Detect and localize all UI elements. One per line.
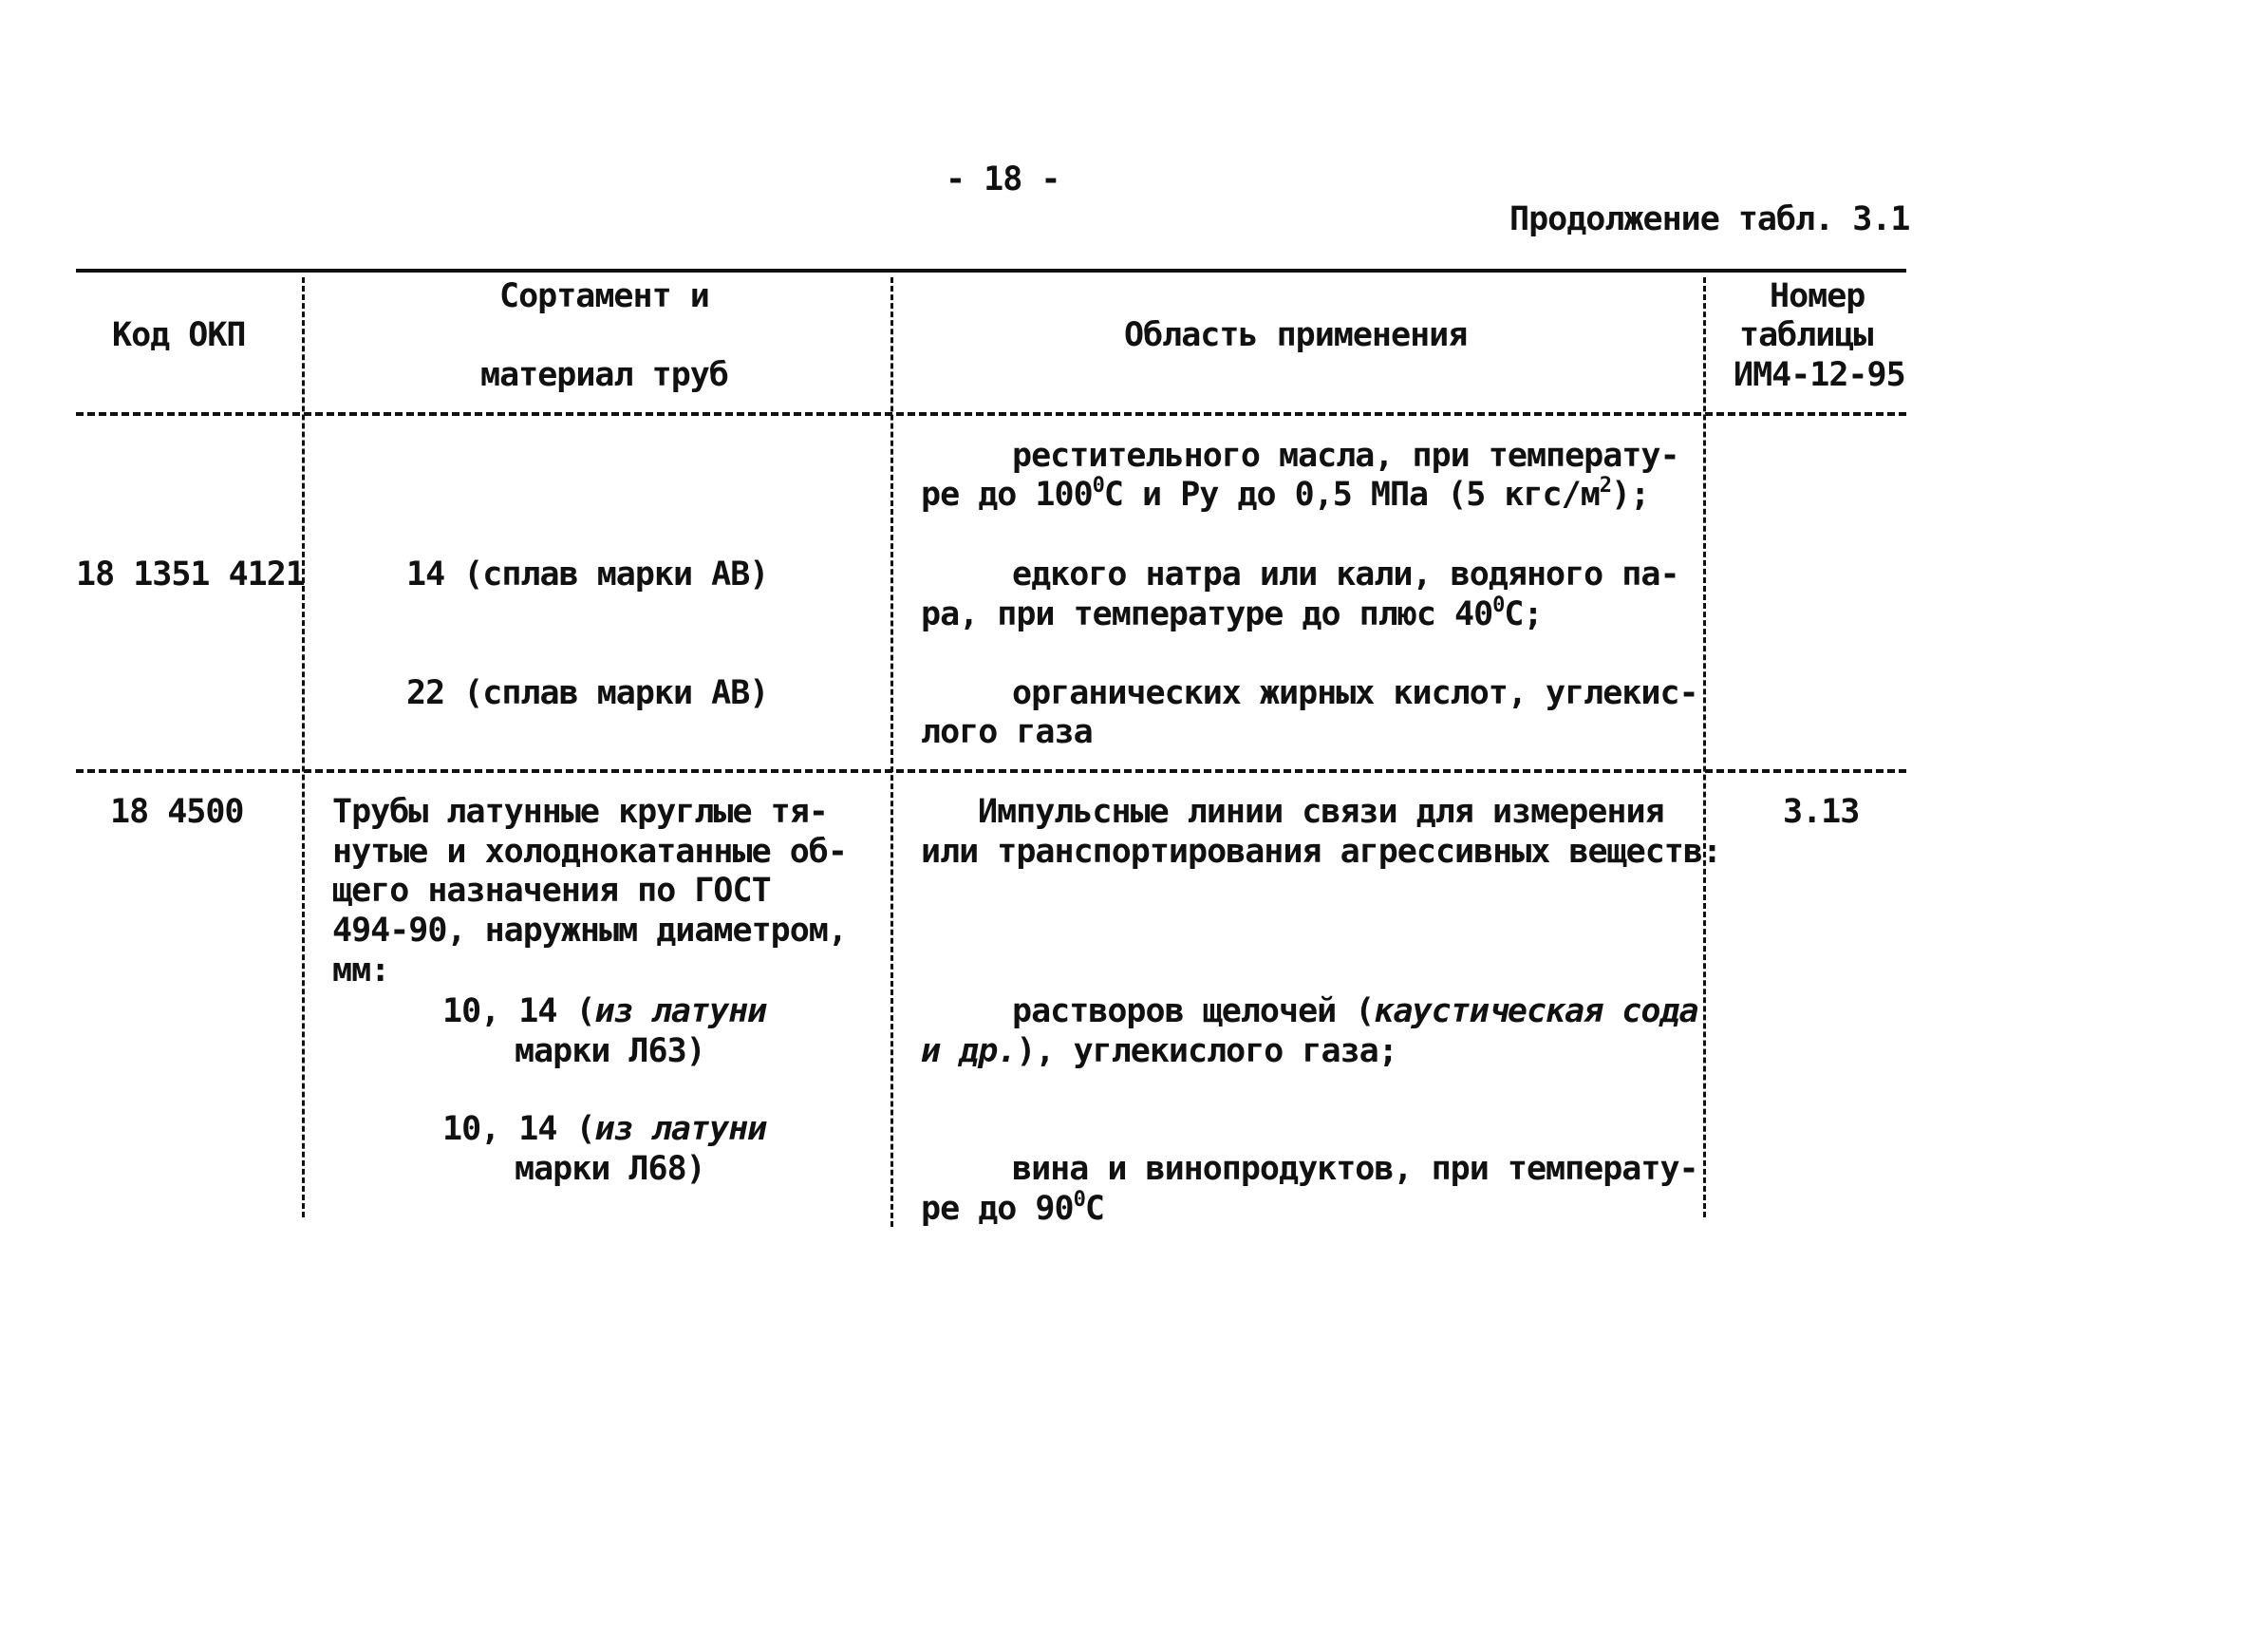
- row2-area-line: или транспортирования агрессивных веществ:: [921, 833, 1722, 871]
- row1-sortament-item: 14 (сплав марки АВ): [406, 556, 769, 593]
- header-okp-code: Код ОКП: [112, 316, 246, 354]
- row2-desc-line: мм:: [332, 951, 390, 989]
- row1-area-line: едкого натра или кали, водяного па-: [1012, 556, 1679, 593]
- row2-area-line: и др.), углекислого газа;: [921, 1032, 1397, 1070]
- header-table-number-line1: Номер: [1770, 277, 1865, 315]
- col-divider-2: [890, 277, 893, 1227]
- header-sortament-line2: материал труб: [480, 356, 728, 394]
- row2-item2-line2: марки Л68): [515, 1150, 705, 1188]
- row1-sortament-item: 22 (сплав марки АВ): [406, 674, 769, 712]
- row1-area-line: ре до $100^0С$ и Ру до 0,5 МПа (5 кгс/$м^2$);: [921, 474, 1650, 514]
- row2-table-number: 3.13: [1783, 793, 1860, 831]
- col-divider-1: [302, 277, 305, 1217]
- row2-desc-line: нутые и холоднокатанные об-: [332, 833, 847, 871]
- row1-okp-code: 18 1351 4121: [76, 556, 305, 593]
- page-number: - 18 -: [946, 160, 1060, 198]
- header-sortament-line1: Сортамент и: [499, 277, 709, 315]
- row2-item1-line1: 10, 14 (из латуни: [442, 992, 767, 1030]
- row2-desc-line: Трубы латунные круглые тя-: [332, 793, 828, 831]
- row2-area-line: вина и винопродуктов, при температу-: [1012, 1150, 1698, 1188]
- header-table-number-line3: ИМ4-12-95: [1734, 356, 1905, 394]
- row1-area-line: органических жирных кислот, углекис-: [1012, 674, 1698, 712]
- row1-area-line: лого газа: [921, 713, 1093, 751]
- table-continuation-caption: Продолжение табл. 3.1: [1509, 200, 1910, 238]
- row2-okp-code: 18 4500: [110, 793, 244, 831]
- header-application-area: Область применения: [1124, 316, 1468, 354]
- row2-desc-line: 494-90, наружным диаметром,: [332, 912, 847, 950]
- row2-area-line: растворов щелочей (каустическая сода: [1012, 992, 1698, 1030]
- row2-area-line: ре до $90^0С$: [921, 1188, 1104, 1228]
- table-top-rule: [76, 269, 1906, 273]
- col-divider-3: [1703, 277, 1706, 1217]
- row2-desc-line: щего назначения по ГОСТ: [332, 872, 771, 910]
- row-separator: [76, 769, 1906, 773]
- row2-item2-line1: 10, 14 (из латуни: [442, 1110, 767, 1148]
- header-table-number-line2: таблицы: [1739, 316, 1873, 354]
- header-bottom-rule: [76, 412, 1906, 416]
- row2-item1-line2: марки Л63): [515, 1032, 705, 1070]
- row1-area-line: рестительного масла, при температу-: [1012, 437, 1679, 475]
- row2-area-line: Импульсные линии связи для измерения: [978, 793, 1664, 831]
- row1-area-line: ра, при температуре до плюс $40^0С$;: [921, 593, 1543, 633]
